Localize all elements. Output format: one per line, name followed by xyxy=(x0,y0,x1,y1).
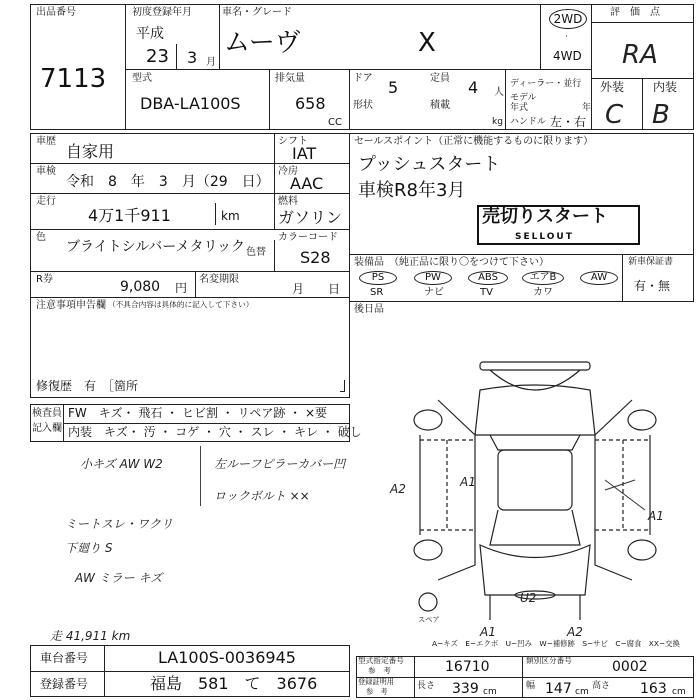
mileage-value: 4万1千911 xyxy=(88,206,171,225)
height-value: 163 xyxy=(640,681,667,697)
sales-line1: プッシュスタート xyxy=(358,154,501,175)
disp-label: 排気量 xyxy=(275,73,305,84)
equip-aw: AW xyxy=(580,271,618,285)
note-right-2: ロックボルト ×× xyxy=(214,489,310,503)
equip-navi: ナビ xyxy=(424,287,444,298)
handle-value: 左・右 xyxy=(550,115,587,129)
divider xyxy=(30,163,350,164)
inspection-value: 令和 8 年 3 月（29 日） xyxy=(66,174,270,190)
first-reg-label: 初度登録年月 xyxy=(132,7,192,18)
color-change-label: 色替 xyxy=(246,247,266,258)
load-unit: kg xyxy=(492,117,503,127)
name-change-day: 日 xyxy=(328,282,341,296)
handle-label: ハンドル xyxy=(510,117,547,127)
note-right-1: 左ルーフピラーカバー凹 xyxy=(214,457,346,471)
interior-value: B xyxy=(652,100,670,130)
name-change-label: 名変期限 xyxy=(199,274,239,285)
dot: · xyxy=(565,32,568,42)
width-value: 147 xyxy=(545,681,572,697)
history-value: 自家用 xyxy=(66,142,115,161)
ref-label: 参 考 xyxy=(368,667,391,676)
model-year-label-2: 年式 xyxy=(510,103,529,113)
grade: X xyxy=(418,28,436,58)
month-unit: 月 xyxy=(206,57,216,68)
exterior-label: 外装 xyxy=(600,80,625,94)
notes-hint: （不具合内容は具体的に記入して下さい） xyxy=(108,301,254,310)
shift-label: シフト xyxy=(278,136,308,147)
aftermarket-label: 後日品 xyxy=(354,304,384,315)
note-left-3: 下廻り S xyxy=(65,541,113,555)
cert-label-2: 参 考 xyxy=(366,688,388,697)
type-label: 型式 xyxy=(132,73,152,84)
warranty-label: 新車保証書 xyxy=(628,257,674,267)
disp-value: 658 xyxy=(295,94,326,113)
class-value: 0002 xyxy=(612,659,648,675)
drive-4wd: 4WD xyxy=(553,49,582,63)
width-unit: cm xyxy=(575,687,589,697)
shape-label: 形状 xyxy=(353,100,373,111)
color-label: 色 xyxy=(36,232,46,243)
lot-number: 7113 xyxy=(40,64,107,94)
divider xyxy=(30,193,350,194)
name-change-month: 月 xyxy=(292,282,305,296)
type-num-label: 型式指定番号 xyxy=(358,657,404,666)
length-label: 長さ xyxy=(417,681,436,691)
lot-label: 出品番号 xyxy=(36,7,76,18)
equip-airbag: エアB xyxy=(522,271,564,285)
length-unit: cm xyxy=(483,687,497,697)
history-label: 車歴 xyxy=(36,136,56,147)
model-name: ムーヴ xyxy=(224,28,301,58)
seats-label: 定員 xyxy=(430,73,450,84)
equipment-label: 装備品 （純正品に限り〇をつけて下さい） xyxy=(354,257,549,268)
bracket xyxy=(340,380,345,392)
disp-unit: CC xyxy=(328,117,342,128)
mark-a2-left: A2 xyxy=(390,482,406,496)
stamp-main: 売切りスタート xyxy=(482,206,608,227)
divider xyxy=(30,297,350,298)
note-left-1: 小キズ AW W2 xyxy=(80,457,163,471)
divider xyxy=(30,671,350,672)
width-label: 幅 xyxy=(526,681,536,691)
mark-a1-bottom: A1 xyxy=(480,625,496,639)
divider xyxy=(176,44,177,70)
recycle-value: 9,080 xyxy=(120,279,161,295)
model-label: 車名・グレード xyxy=(222,7,292,18)
equip-abs: ABS xyxy=(468,271,508,285)
note-left-5: 走 41,911 km xyxy=(50,629,131,643)
divider xyxy=(30,271,350,272)
recycle-unit: 円 xyxy=(175,281,188,295)
stamp-sub: SELLOUT xyxy=(515,232,574,242)
model-year-unit: 年 xyxy=(582,103,592,113)
note-left-4: AW ミラー キズ xyxy=(75,571,163,585)
divider xyxy=(274,240,275,271)
inspector-label-1: 検査員 xyxy=(32,408,62,419)
plate-label: 登録番号 xyxy=(40,677,89,691)
chassis-value: LA100S-0036945 xyxy=(158,648,296,667)
interior-label: 内装 xyxy=(653,80,678,94)
warranty-value: 有・無 xyxy=(634,279,671,293)
ac-label: 冷房 xyxy=(278,166,298,177)
legend: A−キズ E−エクボ U−凹み W−補修跡 S−サビ C−腐食 XX−交換 xyxy=(432,640,680,649)
divider xyxy=(215,203,216,225)
inspection-label: 車検 xyxy=(36,166,56,177)
seats-value: 4 xyxy=(468,78,479,97)
divider xyxy=(195,271,196,297)
mileage-unit: km xyxy=(221,209,240,223)
divider xyxy=(622,254,623,302)
color-code-label: カラーコード xyxy=(278,232,338,243)
type-num-value: 16710 xyxy=(445,659,490,675)
mark-a1-left: A1 xyxy=(460,475,476,489)
doors-label: ドア xyxy=(353,73,373,84)
equip-pw: PW xyxy=(414,271,452,285)
divider xyxy=(104,645,105,697)
fuel-label: 燃料 xyxy=(278,196,298,207)
sales-label: セールスポイント（正常に機能するものに限ります） xyxy=(354,136,594,147)
equip-leather: カワ xyxy=(533,287,553,298)
divider xyxy=(200,446,201,506)
color-code-value: S28 xyxy=(300,248,331,267)
shift-value: IAT xyxy=(292,144,317,163)
load-label: 積載 xyxy=(430,100,450,111)
equip-ps: PS xyxy=(359,271,397,285)
doors-value: 5 xyxy=(388,78,399,97)
sales-line2: 車検R8年3月 xyxy=(358,180,466,201)
notes-label: 注意事項申告欄 xyxy=(36,300,106,311)
recycle-label: R券 xyxy=(36,274,53,285)
reg-year: 23 xyxy=(146,46,169,67)
divider xyxy=(591,22,694,23)
divider xyxy=(274,133,275,229)
inspector-label-2: 記入欄 xyxy=(32,423,62,434)
divider xyxy=(30,229,350,230)
repair-label: 修復歴 xyxy=(36,379,73,393)
divider xyxy=(63,423,350,424)
model-year-label: モデル xyxy=(510,93,537,103)
mark-u2: U2 xyxy=(520,591,537,605)
inspector-row2: 内装 キズ・ 汚 ・ コゲ ・ 穴 ・ スレ ・ キレ ・ 破し xyxy=(68,425,362,439)
divider xyxy=(505,69,506,130)
divider xyxy=(642,78,643,130)
dealer-label: ディーラー・並行 xyxy=(510,79,582,89)
mileage-label: 走行 xyxy=(36,196,56,207)
type-value: DBA-LA100S xyxy=(140,94,241,113)
chassis-label: 車台番号 xyxy=(40,651,89,665)
divider xyxy=(414,656,415,698)
cert-label: 登録証明用 xyxy=(358,678,395,687)
note-left-2: ミートスレ・ワクリ xyxy=(65,517,173,531)
seats-unit: 人 xyxy=(494,87,504,98)
exterior-value: C xyxy=(605,100,624,130)
score-label: 評 価 点 xyxy=(610,7,660,18)
repair-value: 有 ［箇所 xyxy=(84,379,139,393)
era: 平成 xyxy=(136,26,164,42)
mark-a1-right: A1 xyxy=(648,509,664,523)
height-label: 高さ xyxy=(592,681,611,691)
divider xyxy=(356,677,694,678)
inspector-row1: FW キズ・ 飛石 ・ ヒビ割 ・ リペア跡 ・ ×要 xyxy=(68,406,328,420)
plate-value: 福島 581 て 3676 xyxy=(150,674,318,693)
length-value: 339 xyxy=(452,681,479,697)
reg-month: 3 xyxy=(187,48,198,67)
spare-label: スペア xyxy=(418,616,440,625)
fuel-value: ガソリン xyxy=(278,208,343,227)
height-unit: cm xyxy=(672,687,686,697)
class-label: 類別区分番号 xyxy=(526,657,572,666)
ac-value: AAC xyxy=(290,174,324,193)
equip-tv: TV xyxy=(480,287,493,298)
color-value: ブライトシルバーメタリック xyxy=(66,239,245,255)
mark-a2-bottom: A2 xyxy=(567,625,583,639)
divider xyxy=(522,656,523,698)
equip-sr: SR xyxy=(370,287,384,298)
score-value: RA xyxy=(622,40,658,70)
drive-2wd: 2WD xyxy=(549,9,587,29)
